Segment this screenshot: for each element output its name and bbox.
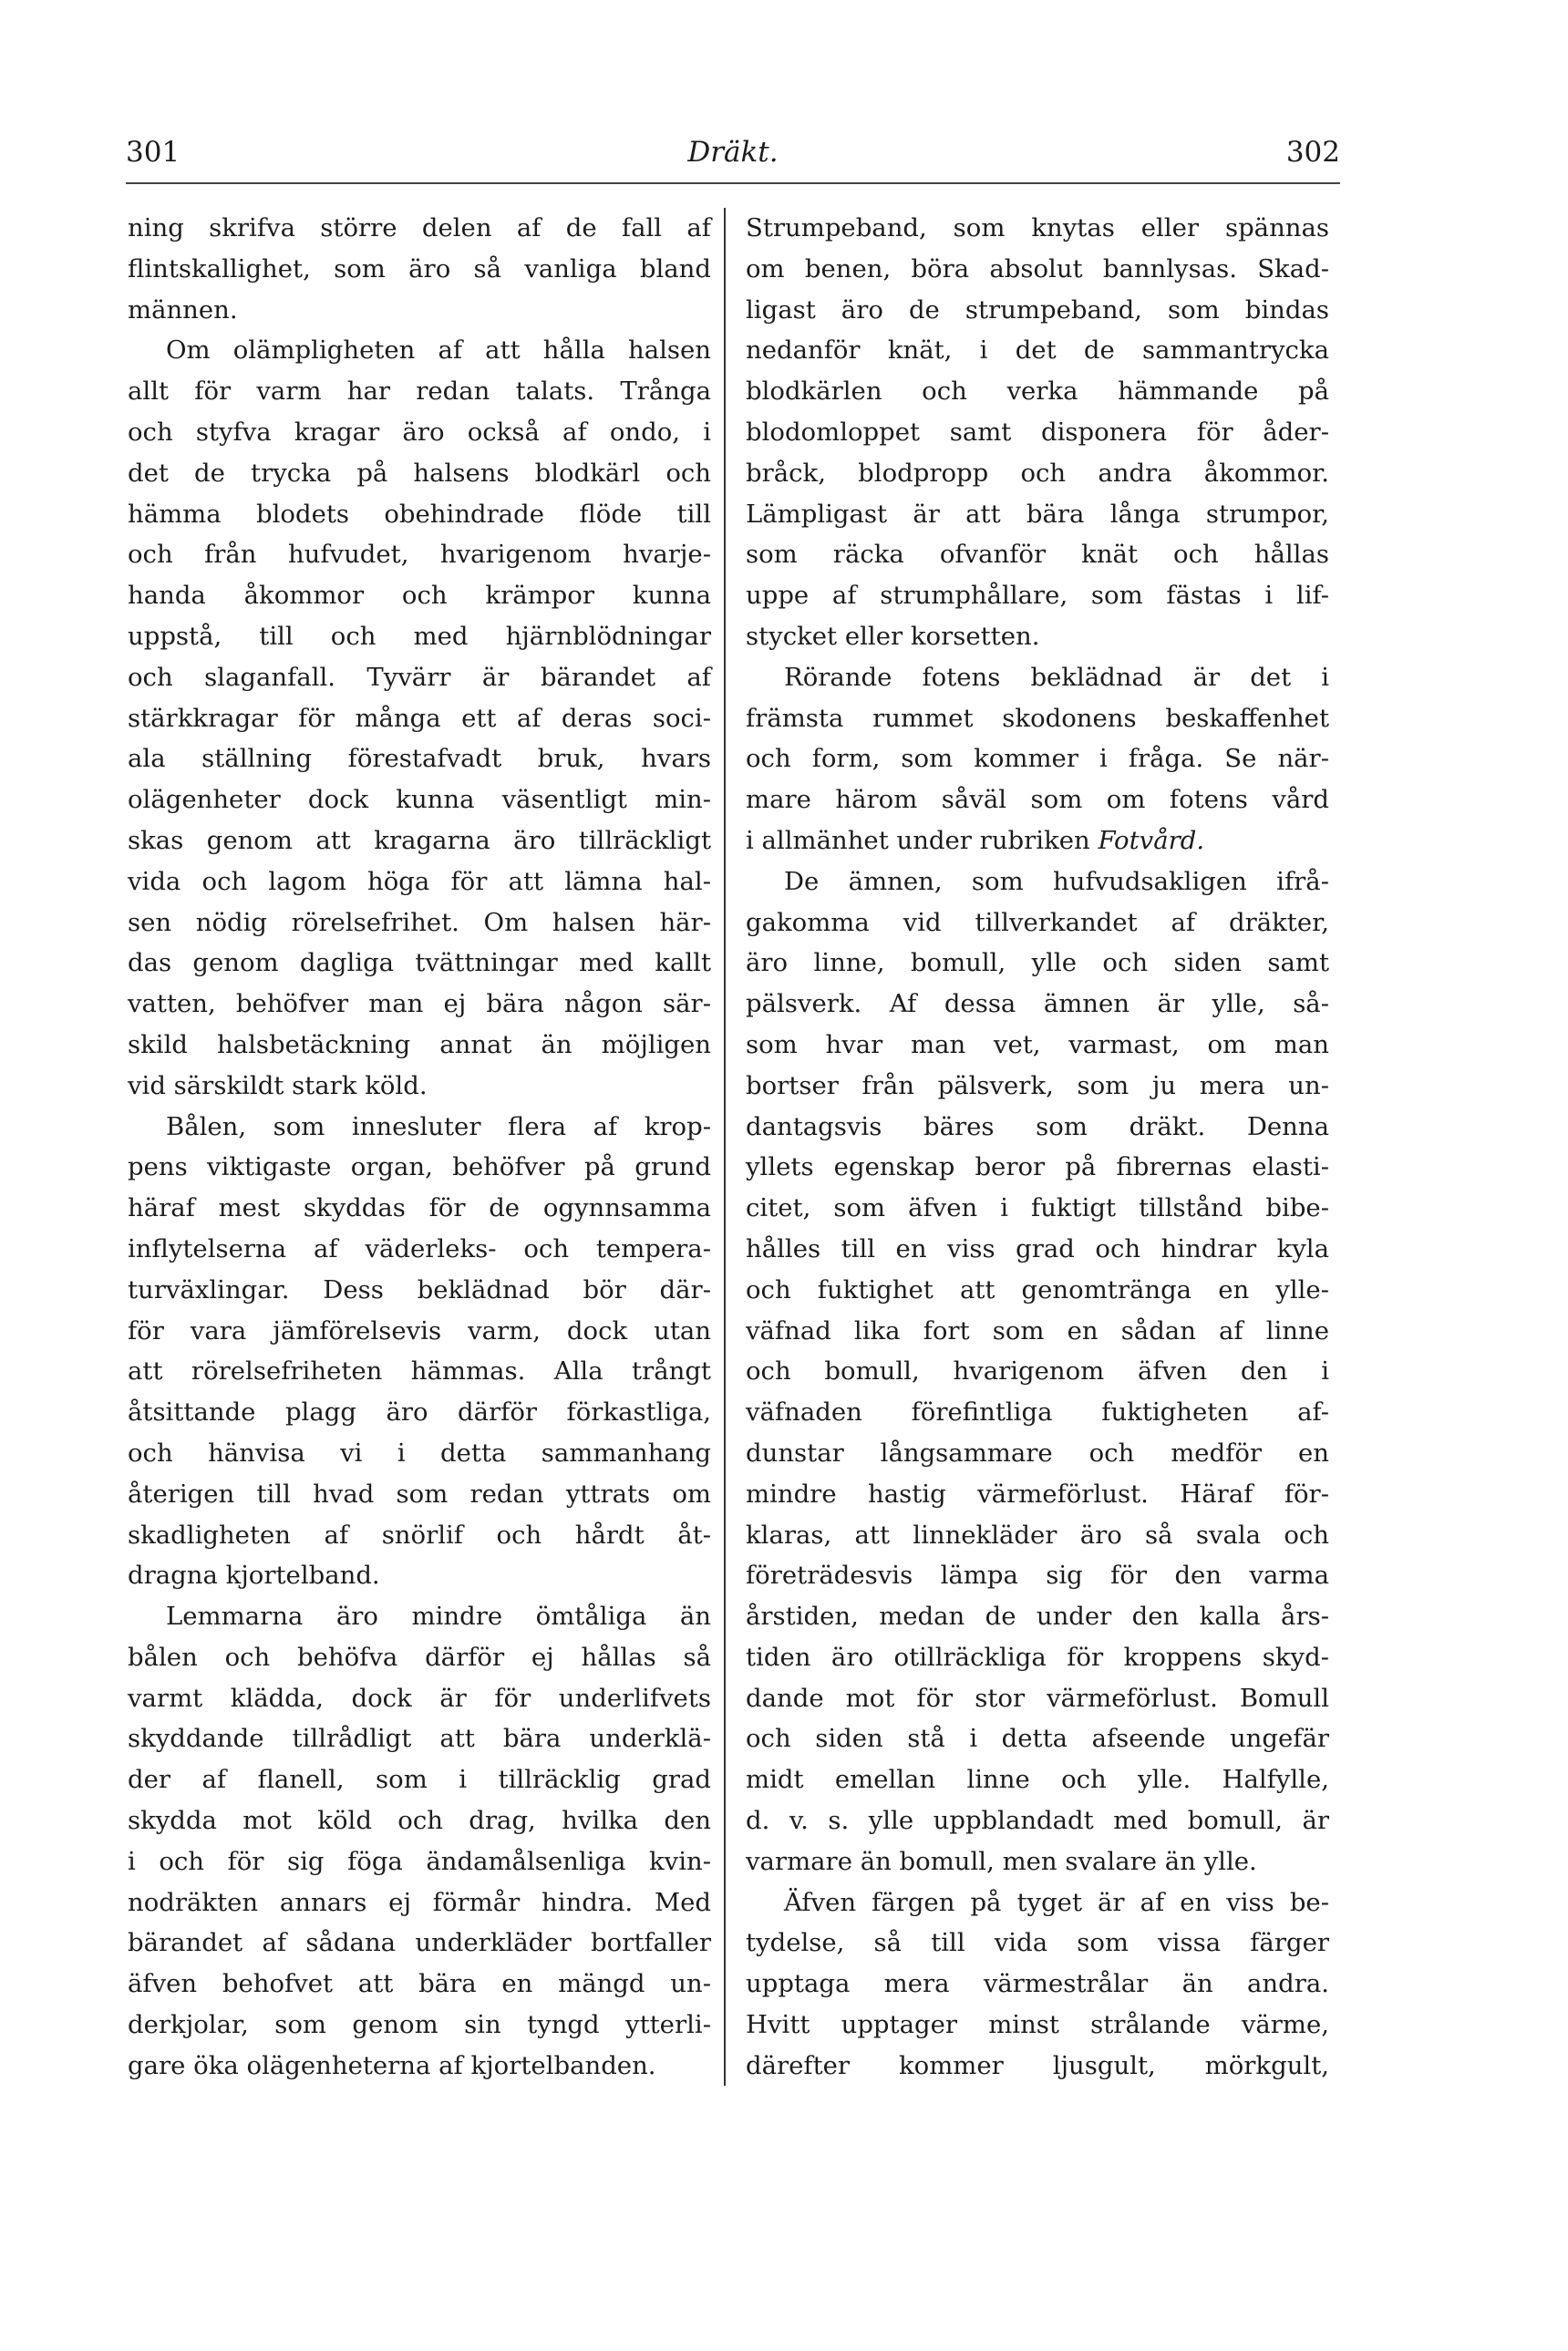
text-line: inflytelserna af väderleks- och tempera- <box>128 1233 711 1263</box>
text-line: om benen, böra absolut bannlysas. Skad- <box>746 253 1329 284</box>
text-line: stärkkragar för många ett af deras soci- <box>128 703 711 733</box>
text-line: mindre hastig värmeförlust. Häraf för- <box>746 1479 1329 1509</box>
text-line: pens viktigaste organ, behöfver på grund <box>128 1152 711 1182</box>
text-line: årstiden, medan de under den kalla års- <box>746 1602 1329 1632</box>
text-line: nodräkten annars ej förmår hindra. Med <box>128 1887 711 1917</box>
running-title: Dräkt. <box>687 136 779 169</box>
text-line: Om olämpligheten af att hålla halsen <box>166 335 711 366</box>
text-line: Strumpeband, som knytas eller spännas <box>746 213 1329 242</box>
text-line: dunstar långsammare och medför en <box>746 1438 1329 1468</box>
text-line: citet, som äfven i fuktigt tillstånd bibe- <box>746 1193 1329 1223</box>
text-line: bortser från pälsverk, som ju mera un- <box>746 1070 1329 1100</box>
text-line: vatten, behöfver man ej bära någon sär- <box>128 989 711 1019</box>
text-line: gare öka olägenheterna af kjortelbanden. <box>128 2050 656 2080</box>
text-line: återigen till hvad som redan yttrats om <box>128 1479 711 1509</box>
text-line: der af flanell, som i tillräcklig grad <box>128 1765 711 1795</box>
text-line: och från hufvudet, hvarigenom hvarje- <box>128 540 711 570</box>
text-line: tydelse, så till vida som vissa färger <box>746 1928 1329 1958</box>
text-line: Lämpligast är att bära långa strumpor, <box>746 499 1329 529</box>
text-line: De ämnen, som hufvudsakligen ifrå- <box>784 866 1329 896</box>
text-line: bärandet af sådana underkläder bortfaller <box>128 1928 711 1958</box>
text-line-cross-reference <box>746 820 1329 861</box>
text-line: och styfva kragar äro också af ondo, i <box>128 417 711 447</box>
text-line: skydda mot köld och drag, hvilka den <box>128 1806 711 1836</box>
text-line: uppe af strumphållare, som fästas i lif- <box>746 581 1329 611</box>
text-line: skas genom att kragarna äro tillräckligt <box>128 825 711 855</box>
text-line: ning skrifva större delen af de fall af <box>128 213 711 242</box>
text-line: das genom dagliga tvättningar med kallt <box>128 948 711 978</box>
text-line: uppstå, till och med hjärnblödningar <box>128 621 711 651</box>
text-line: som räcka ofvanför knät och hållas <box>746 540 1329 570</box>
text-line: Lemmarna äro mindre ömtåliga än <box>166 1602 711 1632</box>
text-line: tiden äro otillräckliga för kroppens skyd- <box>746 1642 1329 1672</box>
text-line: äro linne, bomull, ylle och siden samt <box>746 948 1329 978</box>
text-line: skadligheten af snörlif och hårdt åt- <box>128 1520 711 1550</box>
text-line: sen nödig rörelsefrihet. Om halsen här- <box>128 907 711 937</box>
text-line: för vara jämförelsevis varm, dock utan <box>128 1315 711 1346</box>
text-line: vid särskildt stark köld. <box>128 1070 428 1100</box>
text-line: åtsittande plagg äro därför förkastliga, <box>128 1397 711 1428</box>
text-line: männen. <box>128 294 238 325</box>
text-line: skild halsbetäckning annat än möjligen <box>128 1029 711 1059</box>
text-line: midt emellan linne och ylle. Halfylle, <box>746 1765 1329 1795</box>
text-line: äfven behofvet att bära en mängd un- <box>128 1969 711 1999</box>
page-number-left: 301 <box>126 136 181 169</box>
text-line: Bålen, som innesluter flera af krop- <box>166 1111 711 1141</box>
text-line: allt för varm har redan talats. Trånga <box>128 376 711 407</box>
text-line: ligast äro de strumpeband, som bindas <box>746 294 1329 325</box>
text-line: hålles till en viss grad och hindrar kyla <box>746 1233 1329 1263</box>
text-line: dragna kjortelband. <box>128 1561 380 1591</box>
text-line: blodomloppet samt disponera för åder- <box>746 417 1329 447</box>
text-line: att rörelsefriheten hämmas. Alla trångt <box>128 1356 711 1387</box>
text-line: det de trycka på halsens blodkärl och <box>128 458 711 488</box>
text-line: ala ställning förestafvadt bruk, hvars <box>128 744 711 774</box>
text-line: Äfven färgen på tyget är af en viss be- <box>784 1887 1329 1917</box>
text-line: stycket eller korsetten. <box>746 621 1040 651</box>
text-line: gakomma vid tillverkandet af dräkter, <box>746 907 1329 937</box>
right-column <box>746 208 1329 2087</box>
text-line: väfnaden förefintliga fuktigheten af- <box>746 1397 1329 1428</box>
text-line: och siden stå i detta afseende ungefär <box>746 1724 1329 1754</box>
text-line: derkjolar, som genom sin tyngd ytterli- <box>128 2010 711 2040</box>
text-line: hämma blodets obehindrade flöde till <box>128 499 711 529</box>
text-line: upptaga mera värmestrålar än andra. <box>746 1969 1329 1999</box>
column-divider <box>724 208 726 2086</box>
text-line: mare härom såväl som om fotens vård <box>746 785 1329 815</box>
text-line: vida och lagom höga för att lämna hal- <box>128 866 711 896</box>
text-line: dantagsvis bäres som dräkt. Denna <box>746 1111 1329 1141</box>
cross-reference-fotvard: Fotvård. <box>1098 825 1205 855</box>
text-line: dande mot för stor värmeförlust. Bomull <box>746 1683 1329 1713</box>
text-line: handa åkommor och krämpor kunna <box>128 581 711 611</box>
text-line: väfnad lika fort som en sådan af linne <box>746 1315 1329 1346</box>
header-rule <box>126 182 1340 184</box>
text-line: blodkärlen och verka hämmande på <box>746 376 1329 407</box>
text-line: Hvitt upptager minst strålande värme, <box>746 2010 1329 2040</box>
text-line: och form, som kommer i fråga. Se när- <box>746 744 1329 774</box>
text-line: pälsverk. Af dessa ämnen är ylle, så- <box>746 989 1329 1019</box>
text-line: skyddande tillrådligt att bära underklä- <box>128 1724 711 1754</box>
text-line: och slaganfall. Tyvärr är bärandet af <box>128 662 711 692</box>
text-line: olägenheter dock kunna väsentligt min- <box>128 785 711 815</box>
text-line: turväxlingar. Dess beklädnad bör där- <box>128 1274 711 1304</box>
text-line: klaras, att linnekläder äro så svala och <box>746 1520 1329 1550</box>
text-line: i och för sig föga ändamålsenliga kvin- <box>128 1846 711 1876</box>
text-line: och bomull, hvarigenom äfven den i <box>746 1356 1329 1387</box>
text-line: bråck, blodpropp och andra åkommor. <box>746 458 1329 488</box>
text-line: nedanför knät, i det de sammantrycka <box>746 335 1329 366</box>
text-line: Rörande fotens beklädnad är det i <box>784 662 1329 692</box>
text-line: bålen och behöfva därför ej hållas så <box>128 1642 711 1672</box>
text-line: varmt klädda, dock är för underlifvets <box>128 1683 711 1713</box>
page-number-right: 302 <box>1285 136 1340 169</box>
text-line: yllets egenskap beror på fibrernas elasti- <box>746 1152 1329 1182</box>
text-line: och fuktighet att genomtränga en ylle- <box>746 1274 1329 1304</box>
text-segment: i allmänhet under rubriken <box>746 825 1099 855</box>
text-line: främsta rummet skodonens beskaffenhet <box>746 703 1329 733</box>
left-column <box>128 208 711 2087</box>
text-line: varmare än bomull, men svalare än ylle. <box>746 1846 1257 1876</box>
text-line: flintskallighet, som äro så vanliga bland <box>128 253 711 284</box>
text-line: och hänvisa vi i detta sammanhang <box>128 1438 711 1468</box>
text-line: företrädesvis lämpa sig för den varma <box>746 1561 1329 1591</box>
text-line: därefter kommer ljusgult, mörkgult, <box>746 2050 1329 2080</box>
text-line: som hvar man vet, varmast, om man <box>746 1029 1329 1059</box>
running-header <box>126 129 1340 175</box>
text-line: d. v. s. ylle uppblandadt med bomull, är <box>746 1806 1329 1836</box>
text-line: häraf mest skyddas för de ogynnsamma <box>128 1193 711 1223</box>
